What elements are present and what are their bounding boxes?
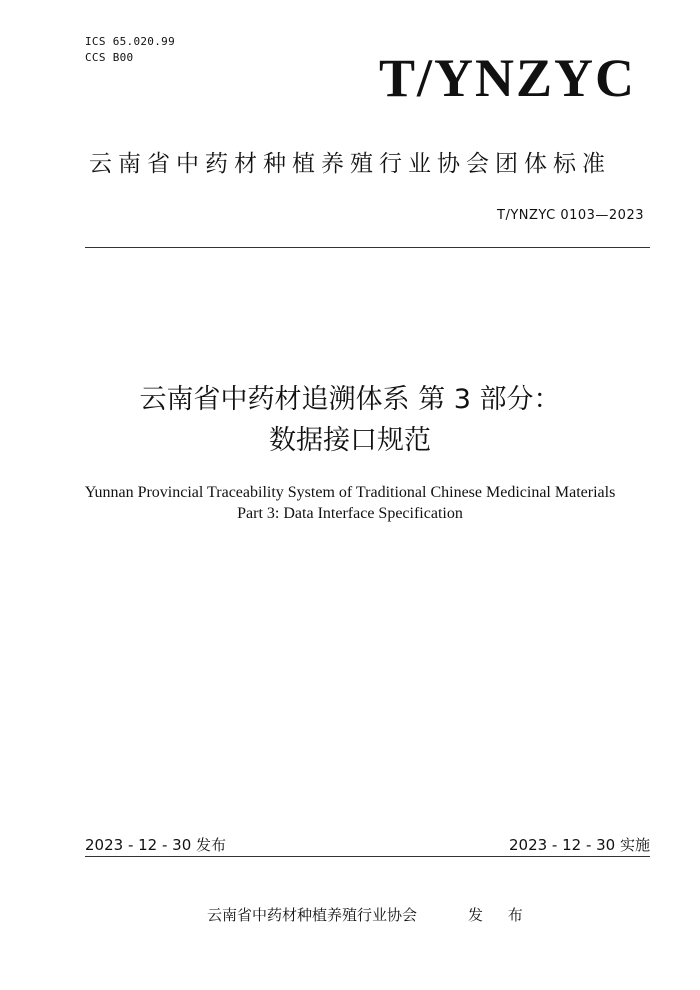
publish-label: 发 布 — [468, 906, 533, 924]
standard-logo: T/YNZYC — [378, 48, 636, 108]
document-title-line2: 数据接口规范 — [269, 425, 431, 456]
english-title-line2: Part 3: Data Interface Specification — [237, 505, 463, 522]
document-title-line1: 云南省中药材追溯体系 第 3 部分： — [139, 384, 561, 415]
english-title-line1: Yunnan Provincial Traceability System of Traditional Chinese Medicinal Materials — [84, 484, 616, 501]
header-divider — [85, 247, 650, 248]
classification-codes — [85, 34, 175, 66]
publisher-name: 云南省中药材种植养殖行业协会 — [207, 906, 418, 924]
document-number: T/YNZYC 0103—2023 — [497, 208, 644, 223]
implementation-date: 2023 - 12 - 30 实施 — [508, 836, 650, 854]
footer-divider — [85, 856, 650, 857]
ccs-code: CCS B00 — [85, 51, 134, 64]
organization-title: 云南省中药材种植养殖行业协会团体标准 — [89, 151, 611, 177]
ics-code: ICS 65.020.99 — [85, 35, 175, 48]
publish-date: 2023 - 12 - 30 发布 — [85, 836, 227, 854]
